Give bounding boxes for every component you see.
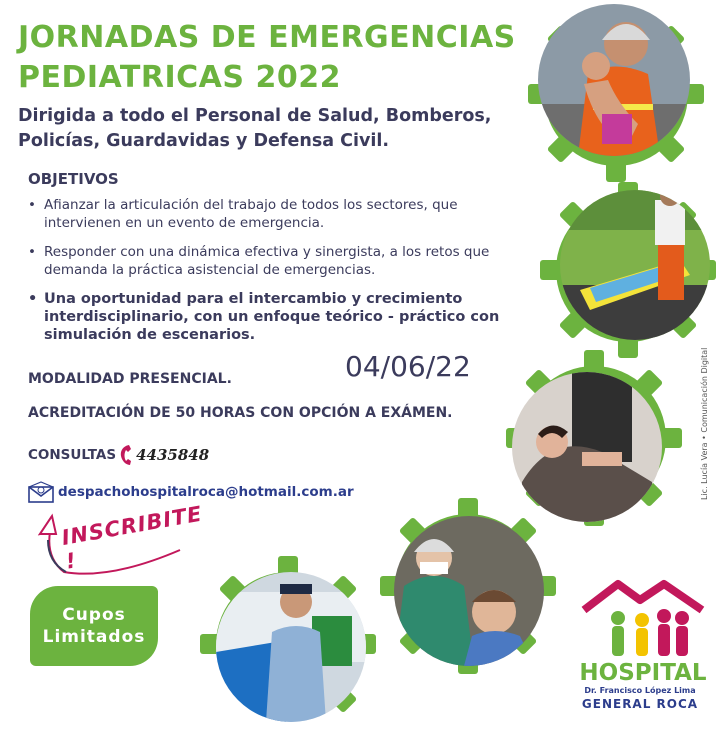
inscribite-label: INSCRIBITE ! [59,501,205,574]
logo-city: GENERAL ROCA [581,697,699,711]
email-link[interactable]: despachohospitalroca@hotmail.com.ar [58,484,354,500]
modalidad-text: MODALIDAD PRESENCIAL. [28,371,232,387]
cupos-badge [30,586,158,666]
consultas-row [28,443,209,467]
photo-rescue [560,190,710,340]
title-line-1: JORNADAS DE EMERGENCIAS [18,20,516,55]
cupos-line-1: Cupos [62,605,126,625]
event-date: 04/06/22 [345,350,471,383]
objectives-heading: OBJETIVOS [28,170,119,188]
objective-item: • Una oportunidad para el intercambio y crecimiento interdisciplinario, con un enfoque teórico - práctico con simulación de escenarios. [28,290,528,344]
logo-doctor: Dr. Francisco López Lima [584,686,696,695]
cupos-line-2: Limitados [42,627,146,647]
photo-police [216,572,366,722]
title-line-2: PEDIATRICAS 2022 [18,60,341,95]
acreditacion-text: ACREDITACIÓN DE 50 HORAS CON OPCIÓN A EXÁMEN. [28,405,453,421]
objective-item: • Responder con una dinámica efectiva y sinergista, a los retos que demanda la práctica asistencial de emergencias. [28,243,528,279]
consultas-label: CONSULTAS [28,447,117,463]
page-title [18,18,538,98]
photo-doctor-child [394,516,544,666]
subtitle: Dirigida a todo el Personal de Salud, Bomberos, Policías, Guardavidas y Defensa Civil. [18,106,492,151]
credit-text: Lic. Lucía Vera • Comunicación Digital [700,347,709,500]
phone-number[interactable]: 4435848 [136,446,210,464]
logo-name: HOSPITAL [579,660,707,686]
objective-item: • Afianzar la articulación del trabajo de todos los sectores, que intervienen en un evento de emergencia. [28,196,528,232]
phone-icon [118,443,134,467]
objectives-list [28,196,528,355]
photo-firefighter [538,4,690,156]
inscribite-badge[interactable] [30,501,205,582]
email-icon [28,481,54,503]
email-row [28,481,354,503]
